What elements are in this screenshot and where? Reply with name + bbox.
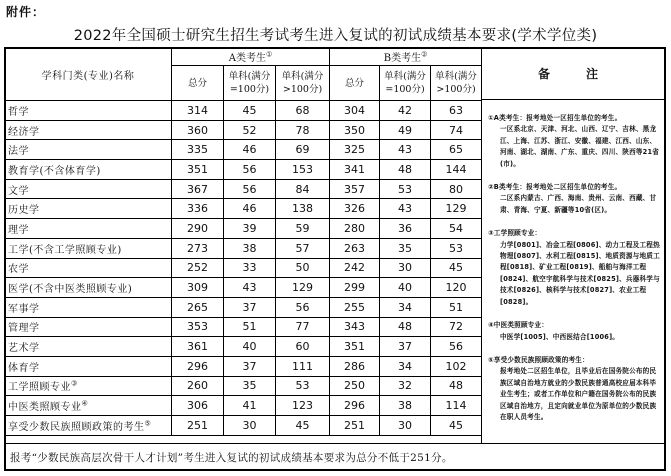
score-a-total: 335 — [172, 140, 224, 160]
score-b-total: 304 — [330, 101, 380, 121]
table-row — [5, 179, 482, 199]
score-b-total: 351 — [330, 337, 380, 357]
score-b-single1: 32 — [380, 376, 431, 396]
note-heading: ③工学照顾专业： — [488, 229, 542, 238]
score-b-single2: 80 — [431, 179, 482, 199]
score-b-total: 326 — [330, 199, 380, 219]
score-b-total: 255 — [330, 297, 380, 317]
attachment-label: 附件： — [6, 5, 46, 19]
subject-name: 哲学 — [5, 101, 172, 121]
score-a-single1: 38 — [224, 238, 276, 258]
subject-name: 中医类照顾专业④ — [5, 396, 172, 416]
score-a-single2: 50 — [276, 258, 330, 278]
note-item — [488, 320, 662, 343]
score-b-single1: 48 — [380, 160, 431, 180]
score-b-single1: 48 — [380, 317, 431, 337]
score-b-single1: 37 — [380, 337, 431, 357]
table-row — [5, 160, 482, 180]
note-body: 中医学[1005]、中西医结合[1006]。 — [500, 332, 620, 341]
score-a-total: 252 — [172, 258, 224, 278]
score-a-single2: 57 — [276, 238, 330, 258]
score-a-single1: 39 — [224, 219, 276, 239]
score-a-single2: 129 — [276, 278, 330, 298]
table-row — [5, 101, 482, 121]
score-b-total: 263 — [330, 238, 380, 258]
table-row — [5, 317, 482, 337]
score-a-total: 251 — [172, 416, 224, 436]
note-body: 一区系北京、天津、河北、山西、辽宁、吉林、黑龙江、上海、江苏、浙江、安徽、福建、江西、山东、河南、湖北、湖南、广东、重庆、四川、陕西等21省(市)。 — [500, 125, 660, 168]
score-a-total: 361 — [172, 337, 224, 357]
score-b-single2: 102 — [431, 356, 482, 376]
score-a-single1: 43 — [224, 278, 276, 298]
score-b-single2: 45 — [431, 416, 482, 436]
score-b-total: 343 — [330, 317, 380, 337]
note-item — [488, 228, 662, 308]
score-b-single1: 49 — [380, 120, 431, 140]
score-b-total: 296 — [330, 396, 380, 416]
score-b-single2: 144 — [431, 160, 482, 180]
score-a-single2: 68 — [276, 101, 330, 121]
score-b-single1: 38 — [380, 396, 431, 416]
table-row — [5, 120, 482, 140]
score-a-single1: 51 — [224, 317, 276, 337]
notes-panel — [481, 100, 666, 443]
note-heading: ④中医类照顾专业： — [488, 321, 549, 330]
score-b-single2: 51 — [431, 297, 482, 317]
score-a-total: 290 — [172, 219, 224, 239]
score-b-single1: 30 — [380, 416, 431, 436]
score-a-single1: 33 — [224, 258, 276, 278]
score-b-single1: 30 — [380, 258, 431, 278]
table-row — [5, 258, 482, 278]
score-a-total: 273 — [172, 238, 224, 258]
score-a-single2: 84 — [276, 179, 330, 199]
table-row — [5, 297, 482, 317]
table-row — [5, 396, 482, 416]
column-header-name: 学科门类(专业)名称 — [5, 48, 172, 101]
page-title: 2022年全国硕士研究生招生考试考生进入复试的初试成绩基本要求(学术学位类) — [73, 28, 598, 44]
subheader-total-b: 总分 — [330, 66, 380, 101]
score-a-single1: 46 — [224, 199, 276, 219]
score-b-single1: 35 — [380, 238, 431, 258]
score-a-total: 314 — [172, 101, 224, 121]
score-b-total: 250 — [330, 376, 380, 396]
score-b-total: 251 — [330, 416, 380, 436]
score-b-single2: 120 — [431, 278, 482, 298]
score-b-single2: 48 — [431, 376, 482, 396]
score-b-total: 299 — [330, 278, 380, 298]
table-row — [5, 356, 482, 376]
table-row — [5, 238, 482, 258]
score-a-single2: 153 — [276, 160, 330, 180]
subject-name: 农学 — [5, 258, 172, 278]
score-a-single1: 40 — [224, 337, 276, 357]
table-row — [5, 416, 482, 436]
subject-name: 法学 — [5, 140, 172, 160]
subheader-single2-a: 单科(满分>100分) — [276, 66, 330, 101]
score-b-total: 325 — [330, 140, 380, 160]
score-a-single2: 78 — [276, 120, 330, 140]
score-b-total: 242 — [330, 258, 380, 278]
score-b-total: 350 — [330, 120, 380, 140]
score-a-single1: 41 — [224, 396, 276, 416]
score-b-single2: 56 — [431, 337, 482, 357]
table-row — [5, 219, 482, 239]
score-b-single2: 63 — [431, 101, 482, 121]
score-b-single1: 34 — [380, 297, 431, 317]
score-a-single1: 52 — [224, 120, 276, 140]
subject-name: 经济学 — [5, 120, 172, 140]
score-a-single2: 138 — [276, 199, 330, 219]
subheader-single2-b: 单科(满分>100分) — [431, 66, 482, 101]
score-a-total: 367 — [172, 179, 224, 199]
score-b-single2: 74 — [431, 120, 482, 140]
score-b-single2: 114 — [431, 396, 482, 416]
score-b-single2: 54 — [431, 219, 482, 239]
note-item — [488, 113, 662, 170]
score-a-single1: 56 — [224, 160, 276, 180]
subject-name: 理学 — [5, 219, 172, 239]
note-item — [488, 355, 662, 423]
subject-name: 文学 — [5, 179, 172, 199]
score-b-single1: 42 — [380, 101, 431, 121]
score-a-single2: 56 — [276, 297, 330, 317]
subject-name: 教育学(不含体育学) — [5, 160, 172, 180]
table-row — [5, 376, 482, 396]
score-b-single2: 65 — [431, 140, 482, 160]
table-row — [5, 278, 482, 298]
score-a-total: 353 — [172, 317, 224, 337]
score-b-single2: 129 — [431, 199, 482, 219]
score-a-single2: 111 — [276, 356, 330, 376]
score-b-total: 357 — [330, 179, 380, 199]
score-a-single2: 69 — [276, 140, 330, 160]
table-row — [5, 140, 482, 160]
note-heading: ①A类考生：报考地处一区招生单位的考生。 — [488, 114, 622, 122]
footer-note: 报考“少数民族高层次骨干人才计划”考生进入复试的初试成绩基本要求为总分不低于251分。 — [4, 443, 666, 471]
score-a-single2: 77 — [276, 317, 330, 337]
score-a-total: 296 — [172, 356, 224, 376]
score-a-single2: 53 — [276, 376, 330, 396]
subject-name: 管理学 — [5, 317, 172, 337]
score-a-single2: 59 — [276, 219, 330, 239]
subject-name: 医学(不含中医类照顾专业) — [5, 278, 172, 298]
score-a-single2: 123 — [276, 396, 330, 416]
score-a-single1: 37 — [224, 297, 276, 317]
score-a-single2: 45 — [276, 416, 330, 436]
note-heading: ②B类考生：报考地处二区招生单位的考生。 — [488, 183, 622, 192]
score-a-total: 309 — [172, 278, 224, 298]
subheader-single1-b: 单科(满分=100分) — [380, 66, 431, 101]
score-a-total: 260 — [172, 376, 224, 396]
subheader-total-a: 总分 — [172, 66, 224, 101]
subject-name: 历史学 — [5, 199, 172, 219]
score-a-single1: 37 — [224, 356, 276, 376]
subject-name: 体育学 — [5, 356, 172, 376]
score-a-single1: 45 — [224, 101, 276, 121]
score-b-single1: 40 — [380, 278, 431, 298]
score-table — [4, 47, 482, 436]
score-a-single1: 35 — [224, 376, 276, 396]
score-b-single2: 53 — [431, 238, 482, 258]
score-a-single1: 46 — [224, 140, 276, 160]
group-a-header: A类考生① — [172, 48, 330, 66]
score-b-single1: 43 — [380, 140, 431, 160]
score-b-single2: 45 — [431, 258, 482, 278]
score-b-total: 286 — [330, 356, 380, 376]
score-b-single1: 43 — [380, 199, 431, 219]
subheader-single1-a: 单科(满分=100分) — [224, 66, 276, 101]
score-b-single1: 34 — [380, 356, 431, 376]
score-a-single1: 56 — [224, 179, 276, 199]
note-body: 力学[0801]、冶金工程[0806]、动力工程及工程热物理[0807]、水利工程[0815]、地质资源与地质工程[0818]、矿业工程[0819]、船舶与海洋工程[0824]、航空宇航科学与技术[0825]、兵器科学与技术[0826]、核科学与技术[0827]、农业工程[0828]。 — [500, 240, 660, 306]
score-b-single1: 53 — [380, 179, 431, 199]
score-a-single1: 30 — [224, 416, 276, 436]
note-heading: ⑤享受少数民族照顾政策的考生： — [488, 355, 589, 364]
group-b-header: B类考生② — [330, 48, 482, 66]
notes-header: 备 注 — [481, 47, 666, 100]
table-row — [5, 337, 482, 357]
note-body: 二区系内蒙古、广西、海南、贵州、云南、西藏、甘肃、青海、宁夏、新疆等10省(区)。 — [500, 194, 657, 214]
score-a-total: 360 — [172, 120, 224, 140]
score-a-total: 306 — [172, 396, 224, 416]
table-row — [5, 199, 482, 219]
subject-name: 艺术学 — [5, 337, 172, 357]
subject-name: 工学(不含工学照顾专业) — [5, 238, 172, 258]
note-item — [488, 182, 662, 216]
score-b-total: 280 — [330, 219, 380, 239]
subject-name: 军事学 — [5, 297, 172, 317]
score-a-total: 265 — [172, 297, 224, 317]
score-b-single1: 36 — [380, 219, 431, 239]
score-b-single2: 72 — [431, 317, 482, 337]
note-body: 报考地处二区招生单位，且毕业后在国务院公布的民族区域自治地方就业的少数民族普通高校应届本科毕业生考生；或者工作单位和户籍在国务院公布的民族区域自治地方，且定向就业单位为原单位的少数民族在职人员考生。 — [500, 367, 657, 421]
score-a-single2: 60 — [276, 337, 330, 357]
subject-name: 享受少数民族照顾政策的考生⑤ — [5, 416, 172, 436]
score-a-total: 351 — [172, 160, 224, 180]
score-a-total: 336 — [172, 199, 224, 219]
subject-name: 工学照顾专业③ — [5, 376, 172, 396]
score-b-total: 341 — [330, 160, 380, 180]
